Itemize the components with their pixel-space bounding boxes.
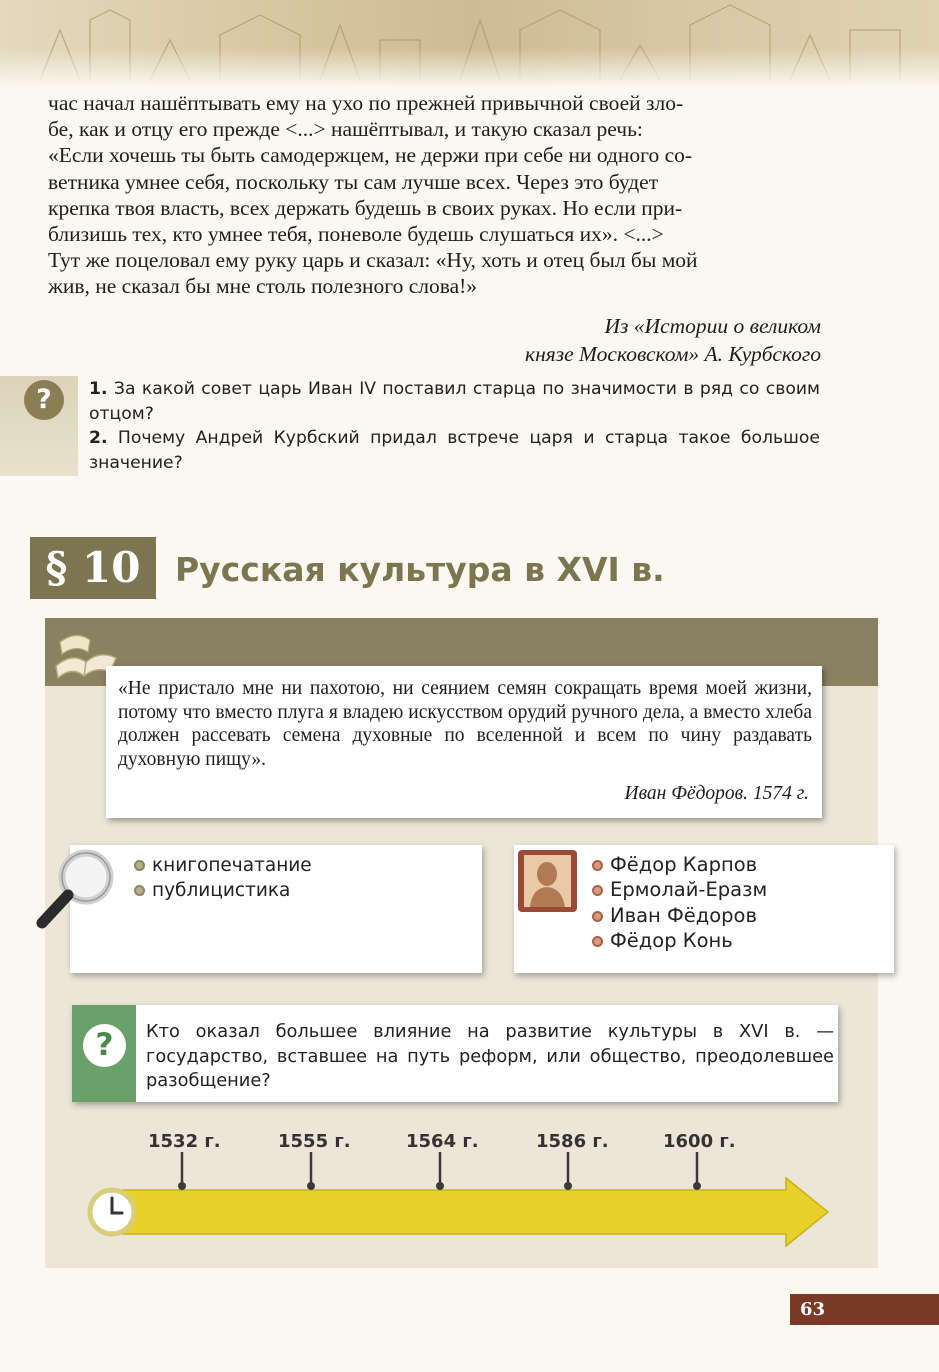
persons-list	[592, 852, 767, 953]
epigraph-author: Иван Фёдоров. 1574 г.	[624, 783, 809, 804]
magnifier-icon	[32, 845, 122, 935]
person-item: Ермолай-Еразм	[592, 877, 767, 902]
continuation-text	[48, 90, 821, 300]
banner-fade	[0, 48, 939, 88]
bullet-icon	[592, 911, 603, 922]
text-line: крепка твоя власть, всех держать будешь в своих руках. Но если при-	[48, 195, 683, 220]
top-decorative-banner	[0, 0, 939, 88]
paragraph-number: § 10	[30, 537, 156, 599]
source-line-1: Из «Истории о великом	[604, 314, 821, 338]
page-number: 63	[790, 1294, 939, 1325]
timeline-date: 1600 г.	[663, 1131, 736, 1152]
source-citation	[525, 312, 821, 368]
term-item: публицистика	[134, 878, 312, 903]
person-item: Фёдор Карпов	[592, 852, 767, 877]
bullet-icon	[592, 885, 603, 896]
paragraph-title: Русская культура в XVI в.	[175, 550, 665, 589]
question-icon: ?	[24, 380, 64, 420]
person-item: Фёдор Конь	[592, 928, 767, 953]
term-item: книгопечатание	[134, 853, 312, 878]
text-line: бе, как и отцу его прежде <...> нашёптывал, и такую сказал речь:	[48, 117, 643, 142]
text-line: ветника умнее себя, поскольку ты сам лучше всех. Через это будет	[48, 169, 659, 194]
bullet-icon	[592, 936, 603, 947]
text-line: жив, не сказал бы мне столь полезного слова!»	[48, 274, 478, 299]
timeline-date: 1586 г.	[536, 1131, 609, 1152]
question-panel	[72, 1005, 136, 1102]
person-silhouette-icon	[518, 850, 577, 912]
questions-block	[89, 377, 820, 475]
timeline-date: 1564 г.	[406, 1131, 479, 1152]
source-line-2: князе Московском» А. Курбского	[525, 342, 821, 366]
question-2: 2. Почему Андрей Курбский придал встрече царя и старца такое большое значение?	[89, 428, 820, 473]
text-line: «Если хочешь ты быть самодержцем, не держи при себе ни одного со-	[48, 143, 693, 168]
question-mark-icon: ?	[83, 1024, 126, 1067]
person-item: Иван Фёдоров	[592, 903, 767, 928]
bullet-icon	[134, 885, 145, 896]
bullet-icon	[134, 860, 145, 871]
text-line: Тут же поцеловал ему руку царь и сказал: «Ну, хоть и отец был бы мой	[48, 248, 698, 273]
main-question-text: Кто оказал большее влияние на развитие культуры в XVI в. — государство, вставшее на путь реформ, или общество, преодолевшее разобщение?	[146, 1021, 834, 1092]
timeline-date: 1555 г.	[278, 1131, 351, 1152]
question-1: 1. За какой совет царь Иван IV поставил старца по значимости в ряд со своим отцом?	[89, 379, 821, 424]
terms-list	[134, 853, 312, 903]
text-line: близишь тех, кто умнее тебя, поневоле будешь слушаться их». <...>	[48, 222, 664, 247]
timeline-date: 1532 г.	[148, 1131, 221, 1152]
epigraph-text: «Не пристало мне ни пахотою, ни сеянием семян сокращать время моей жизни, потому что вместо плуга я владею искусством орудий ручного дела, а вместо хлеба должен рассевать семена духовные по вселенной и всем по чину раздавать духовную пищу».	[118, 678, 812, 770]
timeline	[86, 1128, 846, 1268]
text-line: час начал нашёптывать ему на ухо по прежней привычной своей зло-	[48, 91, 684, 115]
clock-icon	[86, 1186, 138, 1238]
bullet-icon	[592, 860, 603, 871]
